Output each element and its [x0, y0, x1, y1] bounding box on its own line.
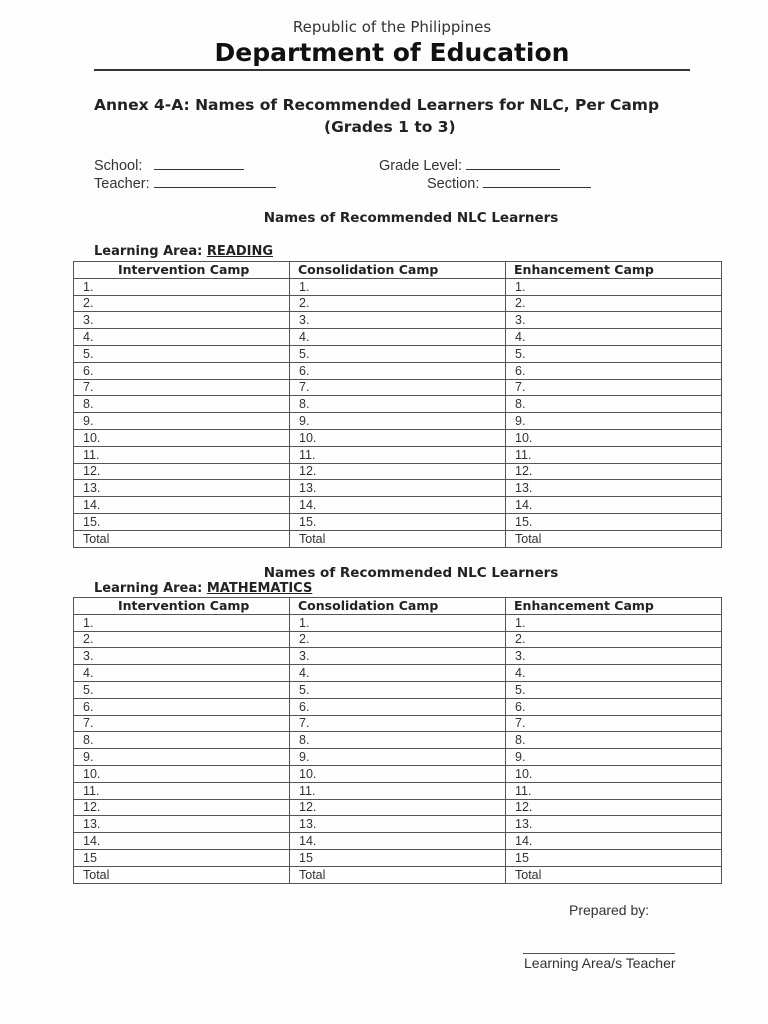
- consolidation-entry-cell[interactable]: 1.: [290, 278, 506, 295]
- enhancement-entry-cell[interactable]: 14.: [506, 497, 722, 514]
- grade-level-blank[interactable]: [466, 155, 560, 170]
- intervention-entry-cell[interactable]: 1.: [74, 278, 290, 295]
- enhancement-entry-cell[interactable]: Total: [506, 530, 722, 547]
- learning-area-reading: [94, 244, 273, 259]
- consolidation-entry-cell[interactable]: 5.: [290, 681, 506, 698]
- enhancement-entry-cell[interactable]: 13.: [506, 816, 722, 833]
- table-row: [74, 749, 722, 766]
- consolidation-entry-cell[interactable]: 11.: [290, 446, 506, 463]
- table-row: [74, 329, 722, 346]
- intervention-entry-cell[interactable]: 6.: [74, 362, 290, 379]
- intervention-entry-cell[interactable]: 3.: [74, 648, 290, 665]
- enhancement-entry-cell[interactable]: 3.: [506, 312, 722, 329]
- signatory-label: Learning Area/s Teacher: [524, 955, 676, 971]
- intervention-entry-cell[interactable]: 12.: [74, 463, 290, 480]
- intervention-entry-cell[interactable]: 10.: [74, 765, 290, 782]
- grade-level-label: Grade Level:: [379, 158, 463, 174]
- learning-area-prefix: Learning Area:: [94, 581, 207, 596]
- intervention-entry-cell[interactable]: 8.: [74, 732, 290, 749]
- table-row: [74, 345, 722, 362]
- intervention-entry-cell[interactable]: 7.: [74, 715, 290, 732]
- consolidation-entry-cell[interactable]: Total: [290, 866, 506, 883]
- republic-header: Republic of the Philippines: [292, 18, 492, 36]
- table-row: [74, 782, 722, 799]
- table-row: [74, 665, 722, 682]
- intervention-entry-cell[interactable]: 14.: [74, 497, 290, 514]
- intervention-entry-cell[interactable]: 12.: [74, 799, 290, 816]
- learning-area-prefix: Learning Area:: [94, 244, 207, 259]
- table-row: [74, 379, 722, 396]
- table-row: [74, 715, 722, 732]
- table-row: [74, 631, 722, 648]
- column-header-intervention: Intervention Camp: [74, 262, 290, 279]
- table-row: [74, 413, 722, 430]
- enhancement-entry-cell[interactable]: 15.: [506, 513, 722, 530]
- enhancement-entry-cell[interactable]: 12.: [506, 463, 722, 480]
- consolidation-entry-cell[interactable]: 6.: [290, 362, 506, 379]
- column-header-consolidation: Consolidation Camp: [290, 262, 506, 279]
- table-row: [74, 681, 722, 698]
- consolidation-entry-cell[interactable]: 3.: [290, 648, 506, 665]
- consolidation-entry-cell[interactable]: Total: [290, 530, 506, 547]
- intervention-entry-cell[interactable]: 9.: [74, 413, 290, 430]
- consolidation-entry-cell[interactable]: 13.: [290, 480, 506, 497]
- consolidation-entry-cell[interactable]: 7.: [290, 379, 506, 396]
- table-row: [74, 312, 722, 329]
- enhancement-entry-cell[interactable]: 10.: [506, 765, 722, 782]
- section-blank[interactable]: [483, 173, 591, 188]
- teacher-blank[interactable]: [154, 173, 276, 188]
- total-row: [74, 530, 722, 547]
- intervention-entry-cell[interactable]: 5.: [74, 681, 290, 698]
- consolidation-entry-cell[interactable]: 1.: [290, 614, 506, 631]
- table-header-row: [74, 262, 722, 279]
- enhancement-entry-cell[interactable]: 1.: [506, 278, 722, 295]
- section-title-mathematics: Names of Recommended NLC Learners: [263, 565, 559, 581]
- table-row: [74, 614, 722, 631]
- enhancement-entry-cell[interactable]: 9.: [506, 749, 722, 766]
- intervention-entry-cell[interactable]: Total: [74, 866, 290, 883]
- prepared-by-label: Prepared by:: [569, 902, 650, 918]
- enhancement-entry-cell[interactable]: 11.: [506, 446, 722, 463]
- column-header-intervention: Intervention Camp: [74, 598, 290, 615]
- enhancement-entry-cell[interactable]: 5.: [506, 681, 722, 698]
- intervention-entry-cell[interactable]: 15.: [74, 513, 290, 530]
- teacher-field[interactable]: [94, 173, 276, 192]
- intervention-entry-cell[interactable]: 11.: [74, 782, 290, 799]
- consolidation-entry-cell[interactable]: 14.: [290, 833, 506, 850]
- header-divider: [94, 69, 690, 71]
- intervention-entry-cell[interactable]: 14.: [74, 833, 290, 850]
- department-title: Department of Education: [214, 38, 570, 67]
- enhancement-entry-cell[interactable]: 15: [506, 849, 722, 866]
- table-row: [74, 849, 722, 866]
- intervention-entry-cell[interactable]: 15: [74, 849, 290, 866]
- consolidation-entry-cell[interactable]: 4.: [290, 665, 506, 682]
- annex-title-line1: Annex 4-A: Names of Recommended Learners for NLC, Per Camp: [94, 96, 660, 114]
- intervention-entry-cell[interactable]: 5.: [74, 345, 290, 362]
- enhancement-entry-cell[interactable]: Total: [506, 866, 722, 883]
- table-row: [74, 396, 722, 413]
- consolidation-entry-cell[interactable]: 4.: [290, 329, 506, 346]
- table-row: [74, 513, 722, 530]
- consolidation-entry-cell[interactable]: 10.: [290, 765, 506, 782]
- table-row: [74, 278, 722, 295]
- signature-line[interactable]: [523, 953, 675, 954]
- intervention-entry-cell[interactable]: 13.: [74, 480, 290, 497]
- learning-area-mathematics: [94, 581, 312, 596]
- intervention-entry-cell[interactable]: 7.: [74, 379, 290, 396]
- enhancement-entry-cell[interactable]: 14.: [506, 833, 722, 850]
- section-title-reading: Names of Recommended NLC Learners: [263, 210, 559, 226]
- intervention-entry-cell[interactable]: 2.: [74, 631, 290, 648]
- consolidation-entry-cell[interactable]: 6.: [290, 698, 506, 715]
- teacher-label: Teacher:: [94, 176, 150, 192]
- consolidation-entry-cell[interactable]: 8.: [290, 732, 506, 749]
- consolidation-entry-cell[interactable]: 13.: [290, 816, 506, 833]
- table-row: [74, 698, 722, 715]
- table-row: [74, 816, 722, 833]
- intervention-entry-cell[interactable]: 13.: [74, 816, 290, 833]
- intervention-entry-cell[interactable]: 6.: [74, 698, 290, 715]
- total-row: [74, 866, 722, 883]
- enhancement-entry-cell[interactable]: 8.: [506, 732, 722, 749]
- enhancement-entry-cell[interactable]: 3.: [506, 648, 722, 665]
- section-field[interactable]: [427, 173, 591, 192]
- table-row: [74, 480, 722, 497]
- table-row: [74, 799, 722, 816]
- table-row: [74, 463, 722, 480]
- enhancement-entry-cell[interactable]: 7.: [506, 379, 722, 396]
- consolidation-entry-cell[interactable]: 14.: [290, 497, 506, 514]
- column-header-enhancement: Enhancement Camp: [506, 262, 722, 279]
- column-header-consolidation: Consolidation Camp: [290, 598, 506, 615]
- enhancement-entry-cell[interactable]: 5.: [506, 345, 722, 362]
- consolidation-entry-cell[interactable]: 7.: [290, 715, 506, 732]
- intervention-entry-cell[interactable]: Total: [74, 530, 290, 547]
- table-row: [74, 446, 722, 463]
- consolidation-entry-cell[interactable]: 9.: [290, 749, 506, 766]
- grade-level-field[interactable]: [379, 155, 560, 174]
- school-field[interactable]: [94, 155, 244, 174]
- enhancement-entry-cell[interactable]: 13.: [506, 480, 722, 497]
- enhancement-entry-cell[interactable]: 10.: [506, 429, 722, 446]
- enhancement-entry-cell[interactable]: 9.: [506, 413, 722, 430]
- learning-area-name: READING: [206, 244, 274, 259]
- intervention-entry-cell[interactable]: 9.: [74, 749, 290, 766]
- consolidation-entry-cell[interactable]: 15: [290, 849, 506, 866]
- enhancement-entry-cell[interactable]: 6.: [506, 362, 722, 379]
- enhancement-entry-cell[interactable]: 8.: [506, 396, 722, 413]
- intervention-entry-cell[interactable]: 10.: [74, 429, 290, 446]
- learning-area-name: MATHEMATICS: [206, 581, 313, 596]
- intervention-entry-cell[interactable]: 4.: [74, 665, 290, 682]
- consolidation-entry-cell[interactable]: 12.: [290, 799, 506, 816]
- consolidation-entry-cell[interactable]: 9.: [290, 413, 506, 430]
- enhancement-entry-cell[interactable]: 12.: [506, 799, 722, 816]
- table-row: [74, 765, 722, 782]
- consolidation-entry-cell[interactable]: 5.: [290, 345, 506, 362]
- enhancement-entry-cell[interactable]: 7.: [506, 715, 722, 732]
- intervention-entry-cell[interactable]: 2.: [74, 295, 290, 312]
- table-row: [74, 295, 722, 312]
- table-row: [74, 429, 722, 446]
- table-row: [74, 648, 722, 665]
- enhancement-entry-cell[interactable]: 11.: [506, 782, 722, 799]
- enhancement-entry-cell[interactable]: 4.: [506, 665, 722, 682]
- reading-camp-table: [73, 261, 722, 548]
- annex-title: [94, 94, 694, 138]
- school-blank[interactable]: [154, 155, 244, 170]
- intervention-entry-cell[interactable]: 4.: [74, 329, 290, 346]
- consolidation-entry-cell[interactable]: 15.: [290, 513, 506, 530]
- intervention-entry-cell[interactable]: 3.: [74, 312, 290, 329]
- intervention-entry-cell[interactable]: 11.: [74, 446, 290, 463]
- mathematics-camp-table: [73, 597, 722, 884]
- consolidation-entry-cell[interactable]: 12.: [290, 463, 506, 480]
- intervention-entry-cell[interactable]: 1.: [74, 614, 290, 631]
- enhancement-entry-cell[interactable]: 6.: [506, 698, 722, 715]
- enhancement-entry-cell[interactable]: 2.: [506, 295, 722, 312]
- consolidation-entry-cell[interactable]: 2.: [290, 295, 506, 312]
- school-label: School:: [94, 158, 143, 174]
- enhancement-entry-cell[interactable]: 1.: [506, 614, 722, 631]
- consolidation-entry-cell[interactable]: 10.: [290, 429, 506, 446]
- consolidation-entry-cell[interactable]: 2.: [290, 631, 506, 648]
- column-header-enhancement: Enhancement Camp: [506, 598, 722, 615]
- consolidation-entry-cell[interactable]: 11.: [290, 782, 506, 799]
- section-label: Section:: [427, 176, 480, 192]
- table-row: [74, 732, 722, 749]
- table-header-row: [74, 598, 722, 615]
- table-row: [74, 833, 722, 850]
- enhancement-entry-cell[interactable]: 2.: [506, 631, 722, 648]
- table-row: [74, 497, 722, 514]
- intervention-entry-cell[interactable]: 8.: [74, 396, 290, 413]
- consolidation-entry-cell[interactable]: 3.: [290, 312, 506, 329]
- enhancement-entry-cell[interactable]: 4.: [506, 329, 722, 346]
- consolidation-entry-cell[interactable]: 8.: [290, 396, 506, 413]
- table-row: [74, 362, 722, 379]
- annex-title-line2: (Grades 1 to 3): [324, 118, 456, 136]
